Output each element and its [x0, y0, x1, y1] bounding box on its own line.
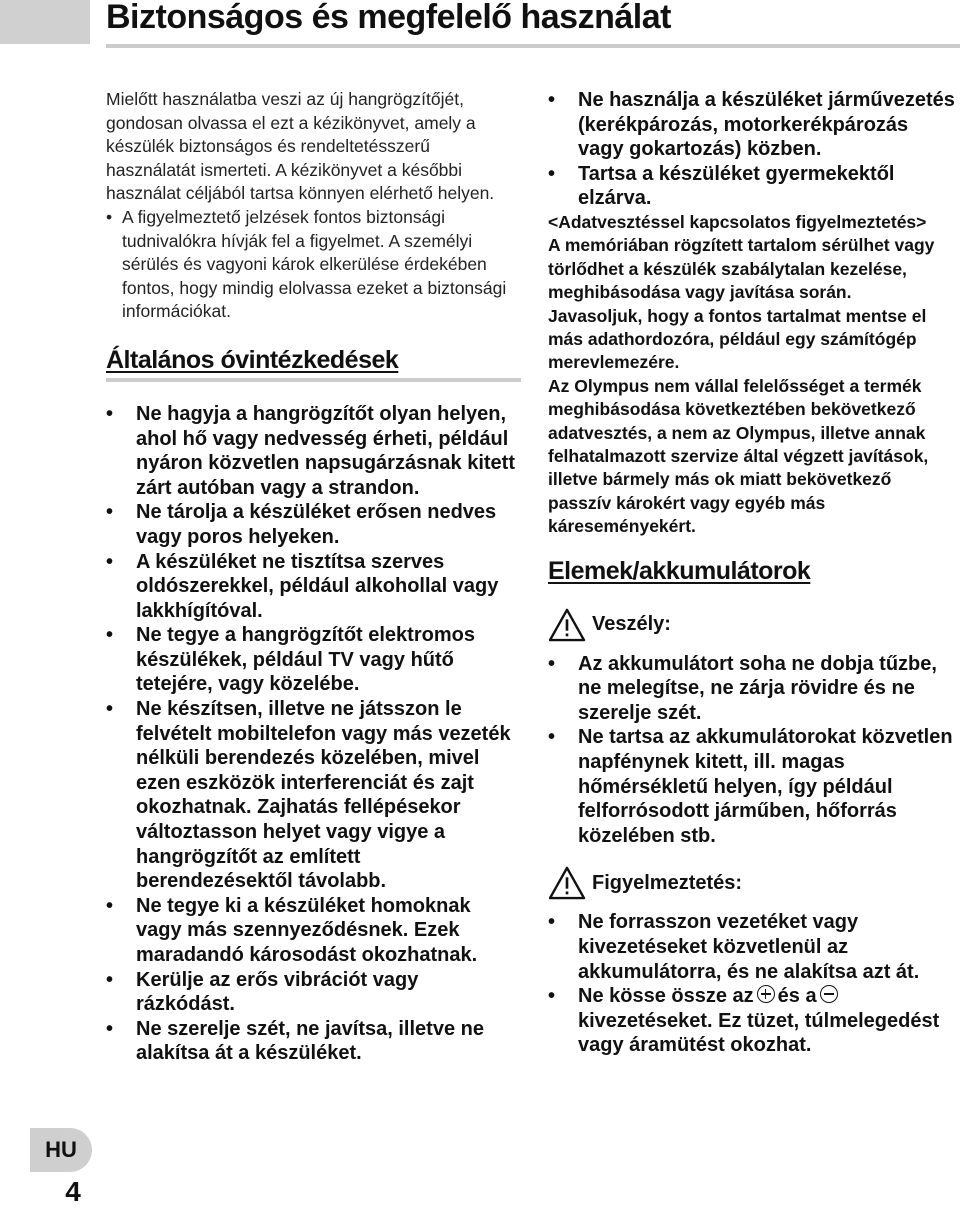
list-item: • Ne tárolja a készüléket erősen nedves vagy poros helyeken.: [106, 501, 497, 548]
left-column: [106, 88, 521, 1066]
page-title: Biztonságos és megfelelő használat: [106, 0, 671, 36]
list-item: • Ne tegye ki a készüléket homoknak vagy más szennyeződésnek. Ezek maradandó károsodást okozhatnak.: [106, 894, 478, 966]
intro-paragraph: Mielőtt használatba veszi az új hangrögzítőjét, gondosan olvassa el ezt a kézikönyvet, amely a készülék biztonságos és rendeltetésszerű használatát ismerteti. A kézikönyvet a későbbi használat céljából tartsa könnyen elérhető helyen.: [106, 89, 495, 204]
intro-bullet: [106, 206, 521, 324]
minus-terminal-icon: [820, 985, 838, 1003]
section-title-general: [106, 324, 521, 375]
bullet-mark: •: [106, 206, 113, 227]
general-precautions-list-continued: [548, 88, 958, 211]
section-title-batteries: [548, 539, 958, 586]
section-rule-general: [106, 378, 521, 382]
general-precautions-list: [106, 402, 521, 1066]
danger-list: [548, 652, 958, 849]
language-tab: [30, 1128, 92, 1172]
plus-terminal-icon: [757, 985, 775, 1003]
data-loss-paragraph: A memóriában rögzített tartalom sérülhet vagy törlődhet a készülék szabálytalan kezelése, meghibásodása vagy javítása során.: [548, 235, 935, 303]
warning-triangle-icon: [548, 866, 586, 900]
list-item: • Ne szerelje szét, ne javítsa, illetve ne alakítsa át a készüléket.: [106, 1017, 484, 1065]
title-accent-block: [0, 0, 90, 44]
warning-label: Figyelmeztetés:: [592, 871, 743, 894]
intro-bullet-text: A figyelmeztető jelzések fontos biztonsági tudnivalókra hívják fel a figyelmet. A személyi sérülés és vagyoni károk elkerülése érdekében fontos, hogy mindig elolvassa ezeket a biztonsági információkat.: [122, 206, 507, 322]
list-item: • Ne forrasszon vezetéket vagy kivezetéseket közvetlenül az akkumulátorra, és ne alakítsa azt át.: [548, 911, 920, 983]
title-underline: [106, 44, 960, 48]
list-item: • Ne használja a készüléket járművezetés (kerékpározás, motorkerékpározás vagy gokartozás) közben.: [548, 89, 955, 161]
danger-heading: [548, 608, 958, 642]
list-item: • Kerülje az erős vibrációt vagy rázkódást.: [106, 968, 419, 1016]
warning-list: [548, 910, 958, 1058]
list-item: • A készüléket ne tisztítsa szerves oldószerekkel, például alkohollal vagy lakkhígítóval.: [106, 550, 499, 622]
right-column: [548, 88, 958, 1058]
warning-triangle-icon: [548, 608, 586, 642]
section-title-general-text: Általános óvintézkedések: [106, 345, 399, 374]
list-item: • Ne készítsen, illetve ne játsszon le felvételt mobiltelefon vagy más vezeték nélküli berendezés közelében, mivel ezen eszközök interferenciát és zajt okozhatnak. Zajhatás fellépésekor változtasson helyet vagy vigye a hangrögzítőt az említett berendezésektől távolabb.: [106, 698, 511, 893]
language-code: HU: [45, 1137, 77, 1162]
list-item: • Az akkumulátort soha ne dobja tűzbe, ne melegítse, ne zárja rövidre és ne szerelje szét.: [548, 652, 937, 724]
list-item: • Ne hagyja a hangrögzítőt olyan helyen, ahol hő vagy nedvesség érheti, például nyáron közvetlen napsugárzásnak kitett zárt autóban vagy a strandon.: [106, 402, 516, 499]
warning-heading: [548, 866, 958, 900]
danger-label: Veszély:: [592, 613, 671, 636]
section-title-batteries-text: Elemek/akkumulátorok: [548, 556, 811, 585]
list-item: • Ne tartsa az akkumulátorokat közvetlen napfénynek kitett, ill. magas hőmérsékletű helyen, így például felforrósodott járműben, hőforrás közelében stb.: [548, 726, 953, 847]
title-bar: [0, 0, 960, 44]
list-item: • Tartsa a készüléket gyermekektől elzárva.: [548, 162, 895, 210]
list-item: • Ne tegye a hangrögzítőt elektromos készülékek, például TV vagy hűtő tetejére, vagy közelébe.: [106, 624, 475, 696]
page-number: 4: [65, 1176, 81, 1207]
list-item: • Ne kösse össze az és akivezetéseket. Ez tüzet, túlmelegedést vagy áramütést okozhat.: [548, 985, 940, 1057]
data-loss-paragraph: Javasoljuk, hogy a fontos tartalmat mentse el más adathordozóra, például egy számítógép merevlemezére.: [548, 305, 927, 373]
data-loss-heading: <Adatvesztéssel kapcsolatos figyelmeztetés>: [548, 211, 927, 232]
data-loss-paragraph: Az Olympus nem vállal felelősséget a termék meghibásodása következtében bekövetkező adatvesztés, a nem az Olympus, illetve annak felhatalmazott szervize által végzett javítások, illetve bármely más ok miatt bekövetkező passzív károkért vagy egyéb más káreseményekért.: [548, 375, 929, 537]
